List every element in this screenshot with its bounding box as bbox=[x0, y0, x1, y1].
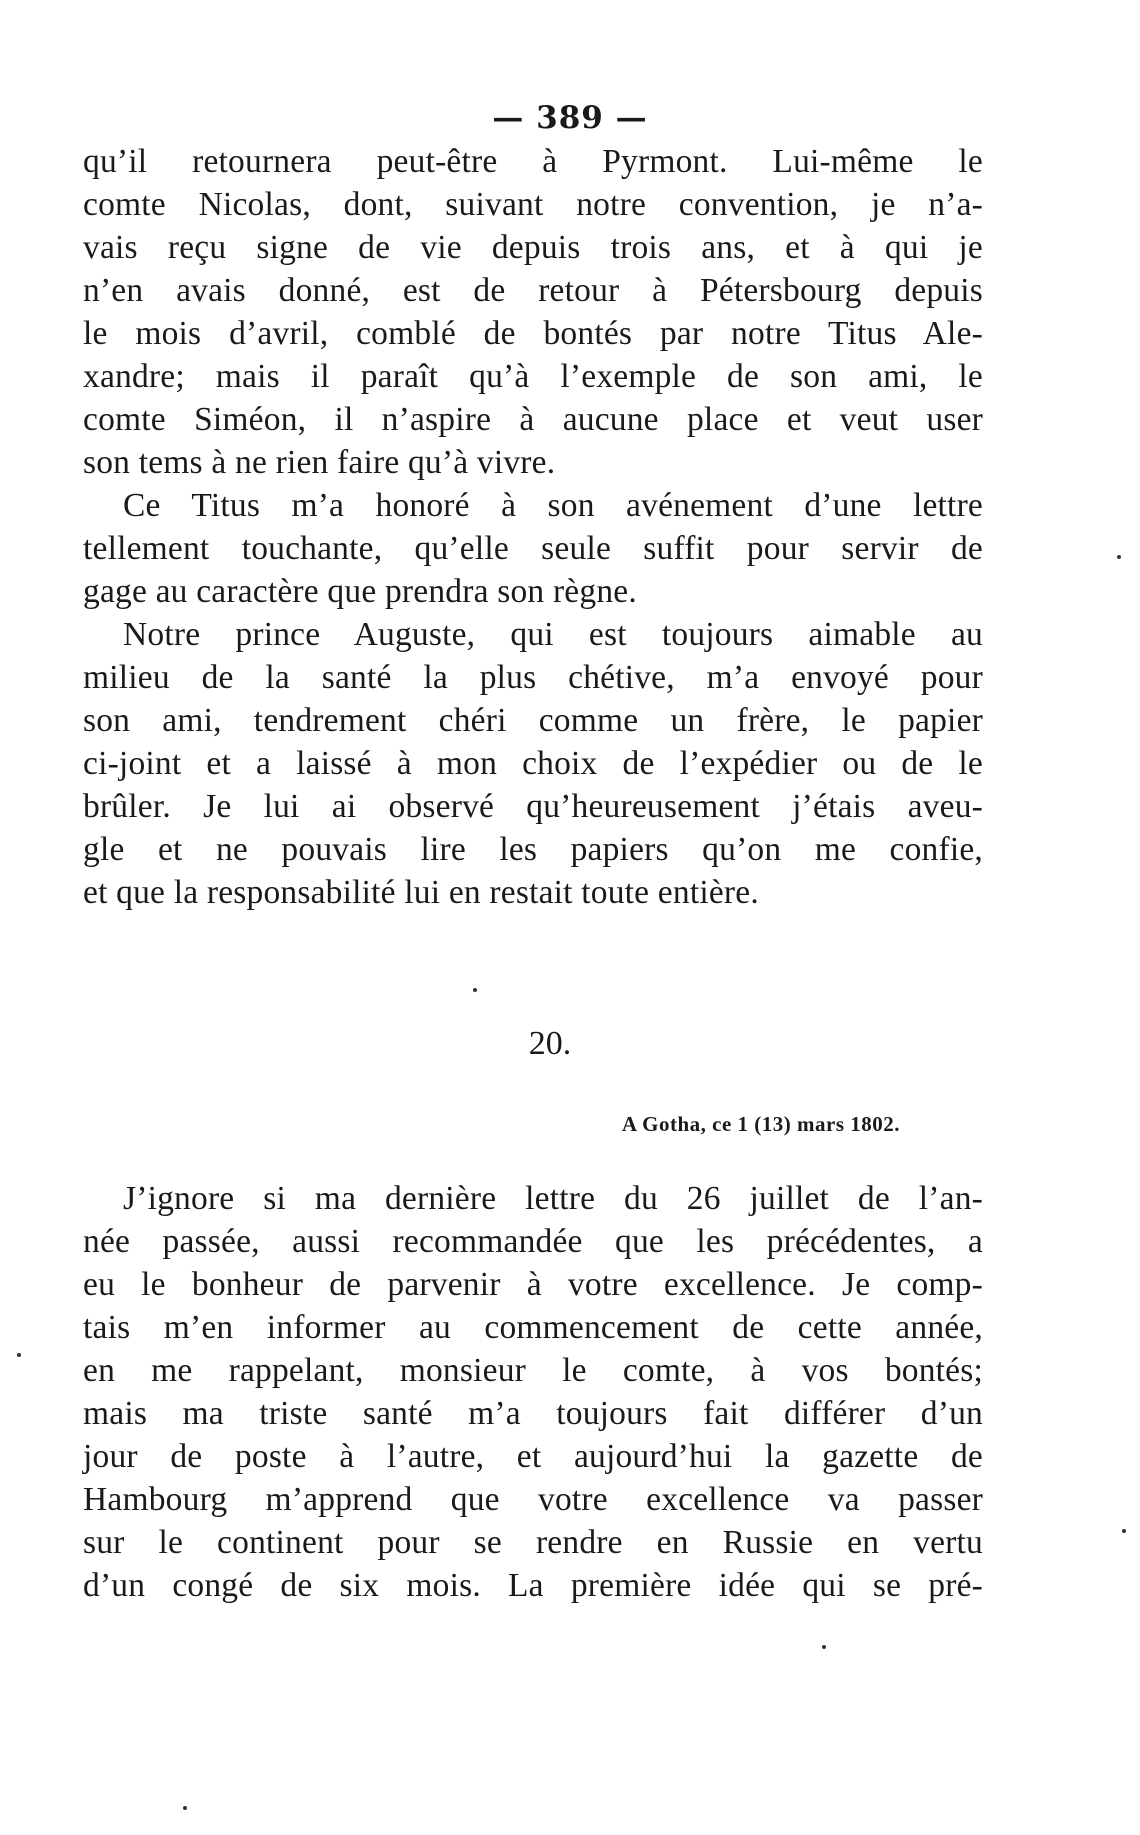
page-number: — 389 — bbox=[492, 100, 648, 136]
text-line: gage au caractère que prendra son règne. bbox=[83, 573, 637, 610]
text-line: née passée, aussi recommandée que les précédentes, a bbox=[83, 1223, 983, 1260]
text-line: comte Siméon, il n’aspire à aucune place et veut user bbox=[83, 401, 983, 438]
scan-speck bbox=[17, 1353, 21, 1357]
text-line: son tems à ne rien faire qu’à vivre. bbox=[83, 444, 556, 481]
text-line: ci-joint et a laissé à mon choix de l’expédier ou de le bbox=[83, 745, 983, 782]
text-line: en me rappelant, monsieur le comte, à vos bontés; bbox=[83, 1352, 983, 1389]
text-line: eu le bonheur de parvenir à votre excellence. Je comp- bbox=[83, 1266, 983, 1303]
scan-speck bbox=[1117, 555, 1121, 559]
text-line: d’un congé de six mois. La première idée qui se pré- bbox=[83, 1567, 983, 1604]
text-line: milieu de la santé la plus chétive, m’a envoyé pour bbox=[83, 659, 983, 696]
scan-speck bbox=[183, 1806, 187, 1810]
scan-speck bbox=[473, 988, 477, 992]
text-line: gle et ne pouvais lire les papiers qu’on me confie, bbox=[83, 831, 983, 868]
text-line: qu’il retournera peut-être à Pyrmont. Lui-même le bbox=[83, 143, 983, 180]
text-line: et que la responsabilité lui en restait toute entière. bbox=[83, 874, 759, 911]
letter-number: 20. bbox=[528, 1025, 572, 1062]
text-line: comte Nicolas, dont, suivant notre convention, je n’a- bbox=[83, 186, 983, 223]
text-line: n’en avais donné, est de retour à Pétersbourg depuis bbox=[83, 272, 983, 309]
scan-speck bbox=[1122, 1529, 1126, 1533]
scan-speck bbox=[822, 1645, 826, 1649]
text-line: le mois d’avril, comblé de bontés par notre Titus Ale- bbox=[83, 315, 983, 352]
text-line: son ami, tendrement chéri comme un frère, le papier bbox=[83, 702, 983, 739]
text-line: tais m’en informer au commencement de cette année, bbox=[83, 1309, 983, 1346]
text-line: mais ma triste santé m’a toujours fait différer d’un bbox=[83, 1395, 983, 1432]
text-line: brûler. Je lui ai observé qu’heureusement j’étais aveu- bbox=[83, 788, 983, 825]
text-line: J’ignore si ma dernière lettre du 26 juillet de l’an- bbox=[123, 1180, 983, 1217]
text-line: Hambourg m’apprend que votre excellence va passer bbox=[83, 1481, 983, 1518]
text-line: Ce Titus m’a honoré à son avénement d’une lettre bbox=[123, 487, 983, 524]
text-line: sur le continent pour se rendre en Russie en vertu bbox=[83, 1524, 983, 1561]
text-line: Notre prince Auguste, qui est toujours aimable au bbox=[123, 616, 983, 653]
text-line: jour de poste à l’autre, et aujourd’hui la gazette de bbox=[83, 1438, 983, 1475]
text-line: xandre; mais il paraît qu’à l’exemple de son ami, le bbox=[83, 358, 983, 395]
text-line: tellement touchante, qu’elle seule suffit pour servir de bbox=[83, 530, 983, 567]
text-line: vais reçu signe de vie depuis trois ans, et à qui je bbox=[83, 229, 983, 266]
letter-dateline: A Gotha, ce 1 (13) mars 1802. bbox=[621, 1112, 900, 1136]
